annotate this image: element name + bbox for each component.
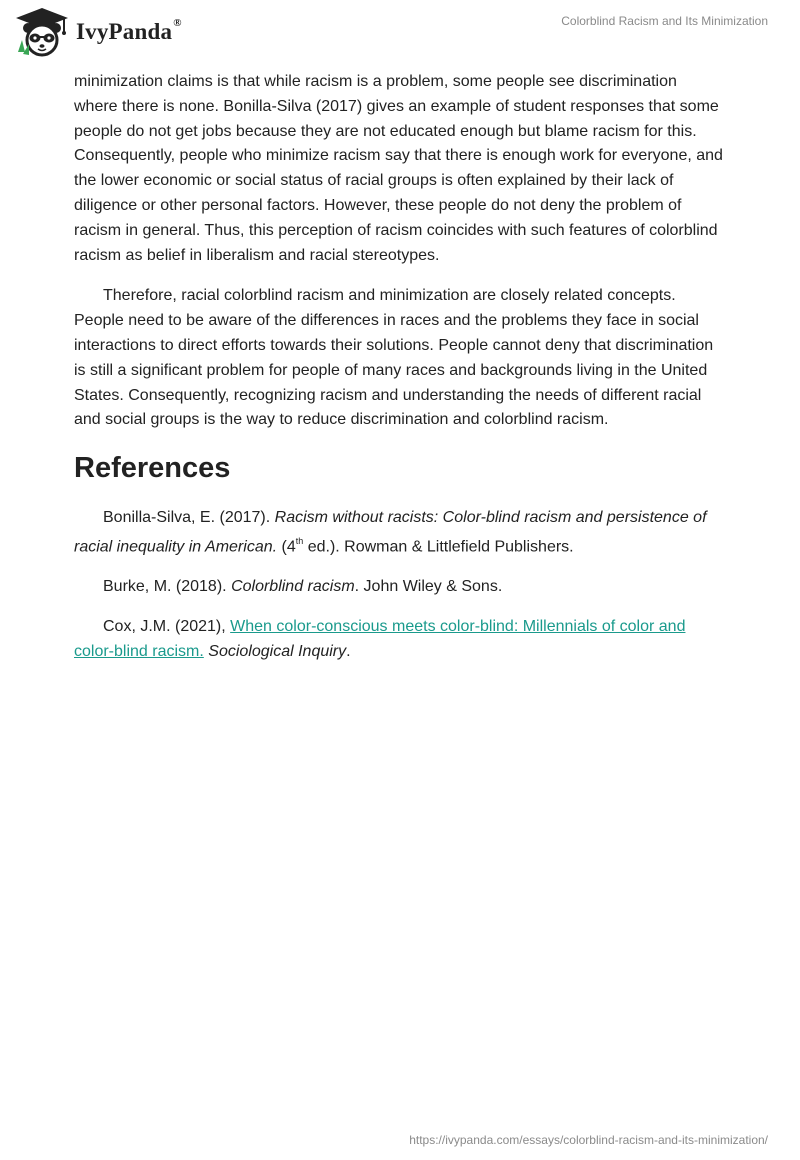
body-paragraph-2: Therefore, racial colorblind racism and minimization are closely related concepts. People need to be aware of the differences in races and the problems they face in social interactions to direct efforts towards their solutions. People cannot deny that discrimination is still a significant problem for people of many races and backgrounds living in the United States. Consequently, recognizing racism and understanding the needs of different racial and social groups is the way to reduce discrimination and colorblind racism. xyxy=(74,287,714,429)
body-paragraph-1: minimization claims is that while racism is a problem, some people see discrimination where there is none. Bonilla-Silva (2017) gives an example of student responses that some people do not get jobs because they are not educated enough but blame racism for this. Consequently, people who minimize racism say that there is enough work for everyone, and the lower economic or social status of racial groups is often explained by their lack of diligence or other personal factors. However, these people do not deny the problem of racism in general. Thus, this perception of racism coincides with such features of colorblind racism as belief in liberalism and racial stereotypes. xyxy=(74,73,723,264)
reference-item xyxy=(74,614,724,664)
footer-url: https://ivypanda.com/essays/colorblind-racism-and-its-minimization/ xyxy=(409,1133,768,1147)
reference-author-year: Cox, J.M. (2021), xyxy=(103,618,226,636)
reference-publisher: ed.). Rowman & Littlefield Publishers. xyxy=(303,538,574,556)
reference-edition-suffix: th xyxy=(295,536,304,547)
running-title: Colorblind Racism and Its Minimization xyxy=(561,14,768,28)
registered-mark: ® xyxy=(173,17,182,30)
panda-graduate-icon xyxy=(14,6,70,58)
document-body xyxy=(74,70,724,679)
references-heading: References xyxy=(74,452,231,485)
reference-item xyxy=(74,574,724,599)
reference-link[interactable]: When color-conscious meets color-blind: Millennials of color and color-blind racism. xyxy=(74,618,686,661)
ivypanda-logo[interactable] xyxy=(14,6,182,58)
brand-name: IvyPanda® xyxy=(76,17,182,44)
reference-publisher: . John Wiley & Sons. xyxy=(354,578,503,596)
reference-author-year: Bonilla-Silva, E. (2017). xyxy=(103,509,271,527)
reference-author-year: Burke, M. (2018). xyxy=(103,578,227,596)
reference-journal: Sociological Inquiry xyxy=(208,643,347,661)
reference-title: Racism without racists: Color-blind racism and persistence of racial inequality in American. xyxy=(74,509,707,556)
reference-end-punctuation: . xyxy=(346,643,351,661)
reference-title: Colorblind racism xyxy=(231,578,355,596)
reference-edition: (4 xyxy=(281,538,296,556)
reference-item xyxy=(74,505,724,559)
page-header xyxy=(0,0,800,62)
